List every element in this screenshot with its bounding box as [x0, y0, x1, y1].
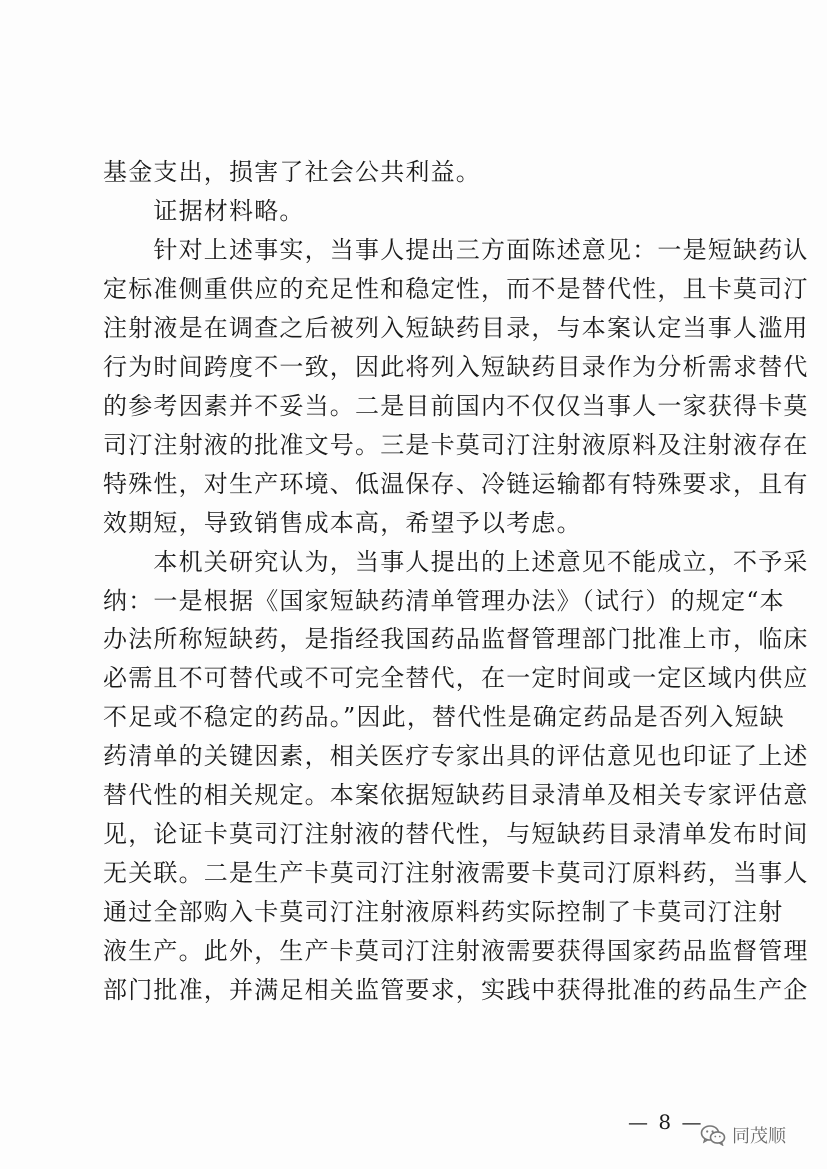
text-line: 司汀注射液的批准文号。三是卡莫司汀注射液原料及注射液存在	[103, 430, 809, 459]
text-line: 定标准侧重供应的充足性和稳定性，而不是替代性，且卡莫司汀	[103, 274, 809, 303]
text-line: 不足或不稳定的药品。”因此，替代性是确定药品是否列入短缺	[103, 703, 785, 732]
text-line: 证据材料略。	[103, 196, 305, 225]
text-line: 必需且不可替代或不可完全替代，在一定时间或一定区域内供应	[103, 664, 809, 693]
text-line: 注射液是在调查之后被列入短缺药目录，与本案认定当事人滥用	[103, 313, 809, 342]
text-line: 本机关研究认为，当事人提出的上述意见不能成立，不予采	[103, 547, 809, 576]
text-line: 办法所称短缺药，是指经我国药品监督管理部门批准上市，临床	[103, 625, 809, 654]
text-line: 纳：一是根据《国家短缺药清单管理办法》（试行）的规定“本	[103, 586, 785, 615]
page-number: — 8 —	[628, 1110, 704, 1134]
text-line: 液生产。此外，生产卡莫司汀注射液需要获得国家药品监督管理	[103, 937, 809, 965]
text-line: 替代性的相关规定。本案依据短缺药目录清单及相关专家评估意	[103, 781, 809, 810]
text-line: 药清单的关键因素，相关医疗专家出具的评估意见也印证了上述	[103, 742, 809, 771]
text-line: 部门批准，并满足相关监管要求，实践中获得批准的药品生产企	[103, 976, 809, 1004]
text-line: 见，论证卡莫司汀注射液的替代性，与短缺药目录清单发布时间	[103, 820, 809, 849]
text-line: 通过全部购入卡莫司汀注射液原料药实际控制了卡莫司汀注射	[103, 898, 784, 927]
text-line: 特殊性，对生产环境、低温保存、冷链运输都有特殊要求，且有	[103, 469, 809, 498]
watermark-text: 同茂顺	[732, 1126, 786, 1147]
watermark	[700, 1120, 786, 1150]
text-line: 行为时间跨度不一致，因此将列入短缺药目录作为分析需求替代	[103, 352, 809, 381]
text-line: 基金支出，损害了社会公共利益。	[103, 158, 481, 186]
text-line: 的参考因素并不妥当。二是目前国内不仅仅当事人一家获得卡莫	[103, 391, 809, 420]
text-line: 效期短，导致销售成本高，希望予以考虑。	[103, 508, 582, 537]
wechat-icon	[700, 1124, 726, 1146]
text-line: 针对上述事实，当事人提出三方面陈述意见：一是短缺药认	[103, 235, 809, 264]
text-line: 无关联。二是生产卡莫司汀注射液需要卡莫司汀原料药，当事人	[103, 859, 809, 888]
